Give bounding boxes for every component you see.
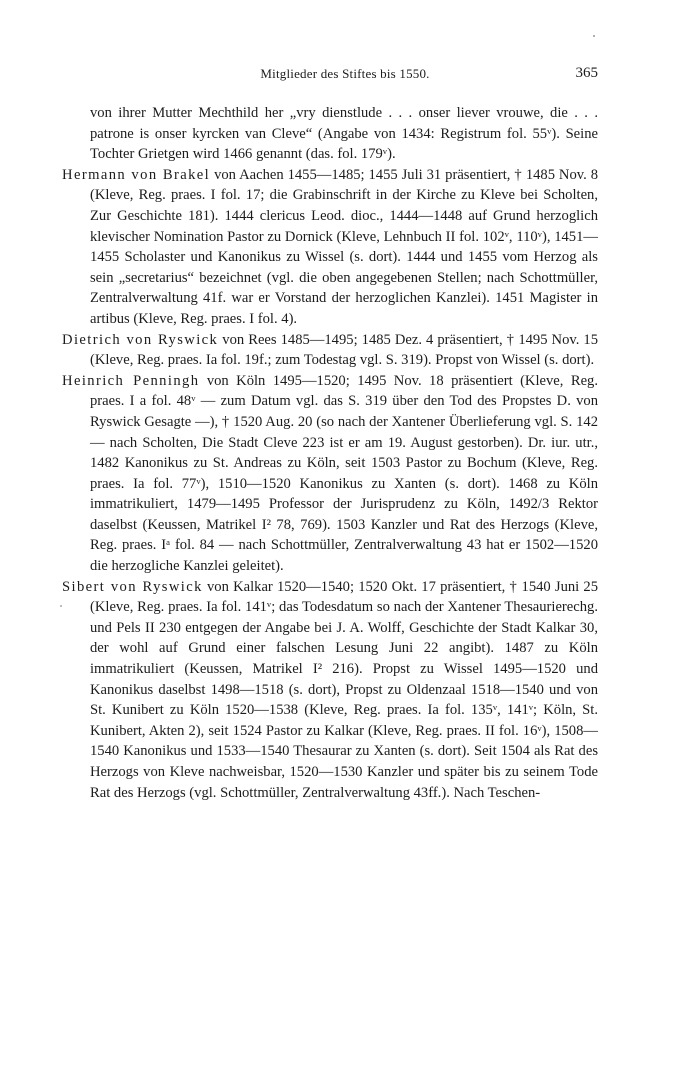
entry-text: von Rees 1485—1495; 1485 Dez. 4 präsentiert, † 1495 Nov. 15 (Kleve, Reg. praes. Ia fol. 19f.; zum Todestag vgl. S. 319). Propst von Wissel (s. dort). [90,331,598,369]
scan-speck [593,35,595,37]
entry-heinrich-penningh [62,371,598,577]
entry-sibert-von-ryswick [62,577,598,804]
page-number: 365 [575,65,598,81]
body-text [62,103,598,803]
running-title: Mitglieder des Stiftes bis 1550. [260,66,430,81]
entry-name: Hermann von Brakel [62,166,211,183]
continuation-paragraph [62,103,598,165]
margin-speck [60,605,62,607]
entry-text: von ihrer Mutter Mechthild her „vry dienstlude . . . onser liever vrouwe, die . . . patrone is onser kyrcken van Cleve“ (Angabe von 1434: Registrum fol. 55ᵛ). Seine Tochter Grietgen wird 1466 genannt (das. fol. 179ᵛ). [90,105,598,163]
entry-name: Dietrich von Ryswick [62,331,219,348]
entry-name: Sibert von Ryswick [62,578,203,595]
entry-text: von Aachen 1455—1485; 1455 Juli 31 präsentiert, † 1485 Nov. 8 (Kleve, Reg. praes. I fol. 17; die Grabinschrift in der Kirche zu Kleve bei Scholten, Zur Geschichte 181). 1444 clericus Leod. dioc., 1444—1448 auf Grund herzoglich klevischer Nomination Pastor zu Dornick (Kleve, Lehnbuch II fol. 102ᵛ, 110ᵛ), 1451—1455 Scholaster und Kanonikus zu Wissel (s. dort). 1444 und 1455 vom Herzog als sein „secretarius“ bezeichnet (vgl. die oben angegebenen Stellen; nach Schottmüller, Zentralverwaltung 41f. war er Vorstand der herzoglichen Kanzlei). 1451 Magister in artibus (Kleve, Reg. praes. I fol. 4). [90,166,598,327]
entry-hermann-von-brakel [62,165,598,330]
entry-dietrich-von-ryswick [62,330,598,371]
entry-text: von Köln 1495—1520; 1495 Nov. 18 präsentiert (Kleve, Reg. praes. I a fol. 48ᵛ — zum Datum vgl. das S. 319 über den Tod des Propstes D. von Ryswick Gesagte —), † 1520 Aug. 20 (so nach der Xantener Überlieferung vgl. S. 142 — nach Scholten, Die Stadt Cleve 223 ist er am 19. August gestorben). Dr. iur. utr., 1482 Kanonikus zu St. Andreas zu Köln, seit 1503 Pastor zu Bochum (Kleve, Reg. praes. Ia fol. 77ᵛ), 1510—1520 Kanonikus zu Xanten (s. dort). 1468 zu Köln immatrikuliert, 1479—1495 Professor der Jurisprudenz zu Köln, 1492/3 Rektor daselbst (Keussen, Matrikel I² 78, 769). 1503 Kanzler und Rat des Herzogs (Kleve, Reg. praes. Iᵃ fol. 84 — nach Schottmüller, Zentralverwaltung 43 hat er 1502—1520 die herzogliche Kanzlei geleitet). [90,372,599,575]
entry-text: von Kalkar 1520—1540; 1520 Okt. 17 präsentiert, † 1540 Juni 25 (Kleve, Reg. praes. Ia fol. 141ᵛ; das Todesdatum so nach der Xantener Thesaurierechg. und Pels II 230 entgegen der Angabe bei J. A. Wolff, Geschichte der Stadt Kalkar 30, der wohl auf Grund einer falschen Lesung Juni 22 angibt). 1487 zu Köln immatrikuliert (Keussen, Matrikel I² 216). Propst zu Wissel 1495—1520 und Kanonikus daselbst 1498—1518 (s. dort), Propst zu Oldenzaal 1518—1540 und von St. Kunibert zu Köln 1520—1538 (Kleve, Reg. praes. Ia fol. 135ᵛ, 141ᵛ; Köln, St. Kunibert, Akten 2), seit 1524 Pastor zu Kalkar (Kleve, Reg. praes. II fol. 16ᵛ), 1508—1540 Kanonikus und 1533—1540 Thesaurar zu Xanten (s. dort). Seit 1504 als Rat des Herzogs von Kleve nachweisbar, 1520—1530 Kanzler und später bis zu seinem Tode Rat des Herzogs (vgl. Schottmüller, Zentralverwaltung 43ff.). Nach Teschen- [90,578,598,801]
entry-name: Heinrich Penningh [62,372,200,389]
running-header [92,66,598,86]
